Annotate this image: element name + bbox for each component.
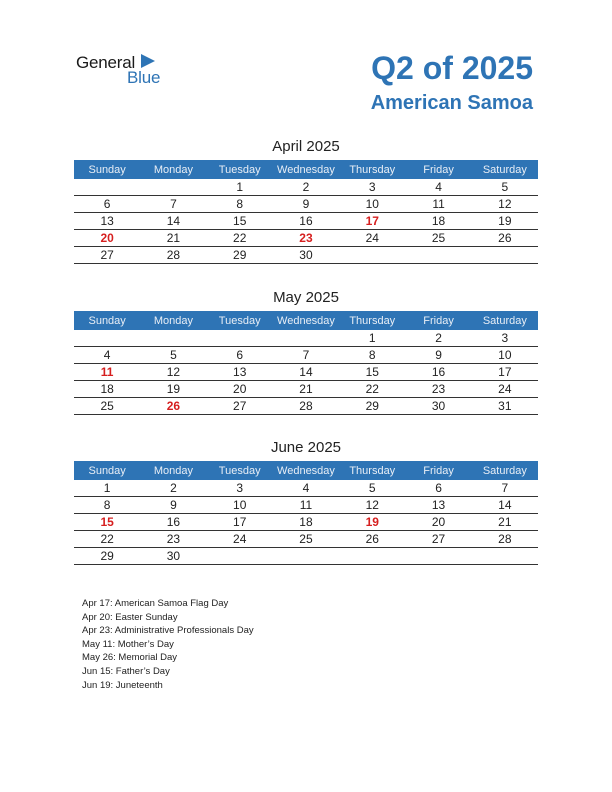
day-cell: 15 bbox=[339, 364, 405, 381]
day-cell: 22 bbox=[339, 381, 405, 398]
weekday-header: Thursday bbox=[339, 461, 405, 480]
day-cell: 3 bbox=[339, 179, 405, 196]
day-cell: 13 bbox=[74, 213, 140, 230]
day-cell: 24 bbox=[207, 531, 273, 548]
day-cell: 8 bbox=[339, 347, 405, 364]
day-cell: 14 bbox=[273, 364, 339, 381]
day-cell: 29 bbox=[339, 398, 405, 415]
holiday-note: Jun 19: Juneteenth bbox=[82, 679, 163, 691]
day-cell: 29 bbox=[74, 548, 140, 565]
day-cell: 26 bbox=[140, 398, 206, 415]
day-cell: 18 bbox=[273, 514, 339, 531]
month-calendar-june bbox=[74, 439, 538, 565]
day-cell: 23 bbox=[405, 381, 471, 398]
weekday-header: Wednesday bbox=[273, 461, 339, 480]
day-cell: 12 bbox=[140, 364, 206, 381]
empty-day-cell bbox=[74, 330, 140, 347]
holiday-note: Apr 17: American Samoa Flag Day bbox=[82, 598, 229, 609]
day-cell: 30 bbox=[273, 247, 339, 264]
week-row bbox=[74, 347, 538, 364]
day-cell: 25 bbox=[273, 531, 339, 548]
weekday-header: Saturday bbox=[472, 160, 538, 179]
day-cell: 25 bbox=[74, 398, 140, 415]
calendar-grid bbox=[74, 311, 538, 415]
day-cell: 14 bbox=[472, 497, 538, 514]
day-cell: 19 bbox=[339, 514, 405, 531]
day-cell: 25 bbox=[405, 230, 471, 247]
empty-day-cell bbox=[339, 548, 405, 565]
day-cell: 9 bbox=[273, 196, 339, 213]
day-cell: 7 bbox=[140, 196, 206, 213]
month-calendar-april bbox=[74, 138, 538, 264]
weekday-header-row bbox=[74, 461, 538, 480]
day-cell: 26 bbox=[339, 531, 405, 548]
month-title: June 2025 bbox=[270, 439, 342, 456]
day-cell: 5 bbox=[339, 480, 405, 497]
empty-day-cell bbox=[207, 548, 273, 565]
logo bbox=[76, 53, 176, 87]
day-cell: 28 bbox=[472, 531, 538, 548]
day-cell: 22 bbox=[74, 531, 140, 548]
day-cell: 4 bbox=[405, 179, 471, 196]
logo-flag-icon bbox=[141, 54, 155, 68]
week-row bbox=[74, 531, 538, 548]
day-cell: 17 bbox=[472, 364, 538, 381]
day-cell: 20 bbox=[74, 230, 140, 247]
day-cell: 12 bbox=[472, 196, 538, 213]
empty-day-cell bbox=[273, 330, 339, 347]
week-row bbox=[74, 247, 538, 264]
holiday-note: Jun 15: Father’s Day bbox=[82, 665, 170, 677]
day-cell: 1 bbox=[339, 330, 405, 347]
week-row bbox=[74, 213, 538, 230]
week-row bbox=[74, 179, 538, 196]
day-cell: 23 bbox=[273, 230, 339, 247]
day-cell: 21 bbox=[140, 230, 206, 247]
weekday-header: Tuesday bbox=[207, 160, 273, 179]
weekday-header: Saturday bbox=[472, 461, 538, 480]
day-cell: 7 bbox=[273, 347, 339, 364]
day-cell: 30 bbox=[405, 398, 471, 415]
week-row bbox=[74, 480, 538, 497]
day-cell: 10 bbox=[339, 196, 405, 213]
weekday-header: Saturday bbox=[472, 311, 538, 330]
day-cell: 2 bbox=[405, 330, 471, 347]
day-cell: 20 bbox=[207, 381, 273, 398]
day-cell: 11 bbox=[74, 364, 140, 381]
day-cell: 14 bbox=[140, 213, 206, 230]
empty-day-cell bbox=[405, 247, 471, 264]
weekday-header: Tuesday bbox=[207, 311, 273, 330]
day-cell: 22 bbox=[207, 230, 273, 247]
day-cell: 2 bbox=[140, 480, 206, 497]
day-cell: 20 bbox=[405, 514, 471, 531]
week-row bbox=[74, 196, 538, 213]
holiday-note: May 26: Memorial Day bbox=[82, 652, 178, 664]
day-cell: 28 bbox=[140, 247, 206, 264]
day-cell: 6 bbox=[74, 196, 140, 213]
day-cell: 17 bbox=[339, 213, 405, 230]
day-cell: 6 bbox=[207, 347, 273, 364]
day-cell: 28 bbox=[273, 398, 339, 415]
day-cell: 15 bbox=[207, 213, 273, 230]
calendar-grid bbox=[74, 160, 538, 264]
day-cell: 13 bbox=[405, 497, 471, 514]
day-cell: 12 bbox=[339, 497, 405, 514]
week-row bbox=[74, 548, 538, 565]
day-cell: 31 bbox=[472, 398, 538, 415]
week-row bbox=[74, 230, 538, 247]
holiday-note: Apr 23: Administrative Professionals Day bbox=[82, 625, 254, 637]
day-cell: 18 bbox=[74, 381, 140, 398]
day-cell: 27 bbox=[405, 531, 471, 548]
week-row bbox=[74, 398, 538, 415]
weekday-header: Monday bbox=[140, 461, 206, 480]
week-row bbox=[74, 364, 538, 381]
day-cell: 21 bbox=[472, 514, 538, 531]
logo-text-general: General bbox=[76, 53, 136, 72]
month-calendar-may bbox=[74, 289, 538, 415]
month-title: April 2025 bbox=[272, 138, 340, 155]
day-cell: 1 bbox=[74, 480, 140, 497]
week-row bbox=[74, 330, 538, 347]
page-subtitle: American Samoa bbox=[370, 92, 533, 114]
day-cell: 17 bbox=[207, 514, 273, 531]
day-cell: 26 bbox=[472, 230, 538, 247]
day-cell: 8 bbox=[207, 196, 273, 213]
weekday-header: Friday bbox=[405, 160, 471, 179]
empty-day-cell bbox=[472, 548, 538, 565]
weekday-header: Wednesday bbox=[273, 311, 339, 330]
day-cell: 5 bbox=[140, 347, 206, 364]
weekday-header: Monday bbox=[140, 311, 206, 330]
weekday-header: Friday bbox=[405, 461, 471, 480]
logo-text-blue: Blue bbox=[127, 68, 161, 87]
weekday-header: Thursday bbox=[339, 160, 405, 179]
day-cell: 6 bbox=[405, 480, 471, 497]
day-cell: 27 bbox=[74, 247, 140, 264]
day-cell: 23 bbox=[140, 531, 206, 548]
day-cell: 3 bbox=[207, 480, 273, 497]
week-row bbox=[74, 514, 538, 531]
day-cell: 29 bbox=[207, 247, 273, 264]
week-row bbox=[74, 497, 538, 514]
day-cell: 4 bbox=[273, 480, 339, 497]
day-cell: 30 bbox=[140, 548, 206, 565]
page-title: Q2 of 2025 bbox=[371, 50, 533, 86]
weekday-header: Friday bbox=[405, 311, 471, 330]
day-cell: 1 bbox=[207, 179, 273, 196]
day-cell: 11 bbox=[273, 497, 339, 514]
day-cell: 19 bbox=[140, 381, 206, 398]
holiday-list bbox=[82, 597, 254, 692]
weekday-header: Monday bbox=[140, 160, 206, 179]
day-cell: 24 bbox=[339, 230, 405, 247]
empty-day-cell bbox=[273, 548, 339, 565]
day-cell: 10 bbox=[207, 497, 273, 514]
weekday-header-row bbox=[74, 160, 538, 179]
day-cell: 16 bbox=[405, 364, 471, 381]
day-cell: 15 bbox=[74, 514, 140, 531]
day-cell: 11 bbox=[405, 196, 471, 213]
weekday-header: Wednesday bbox=[273, 160, 339, 179]
empty-day-cell bbox=[339, 247, 405, 264]
day-cell: 18 bbox=[405, 213, 471, 230]
day-cell: 9 bbox=[140, 497, 206, 514]
day-cell: 8 bbox=[74, 497, 140, 514]
weekday-header: Sunday bbox=[74, 311, 140, 330]
day-cell: 9 bbox=[405, 347, 471, 364]
day-cell: 10 bbox=[472, 347, 538, 364]
empty-day-cell bbox=[207, 330, 273, 347]
holiday-note: May 11: Mother’s Day bbox=[82, 638, 174, 650]
day-cell: 24 bbox=[472, 381, 538, 398]
weekday-header-row bbox=[74, 311, 538, 330]
day-cell: 4 bbox=[74, 347, 140, 364]
day-cell: 2 bbox=[273, 179, 339, 196]
empty-day-cell bbox=[405, 548, 471, 565]
weekday-header: Sunday bbox=[74, 461, 140, 480]
day-cell: 21 bbox=[273, 381, 339, 398]
week-row bbox=[74, 381, 538, 398]
empty-day-cell bbox=[74, 179, 140, 196]
calendar-grid bbox=[74, 461, 538, 565]
day-cell: 13 bbox=[207, 364, 273, 381]
empty-day-cell bbox=[472, 247, 538, 264]
weekday-header: Sunday bbox=[74, 160, 140, 179]
weekday-header: Thursday bbox=[339, 311, 405, 330]
holiday-note: Apr 20: Easter Sunday bbox=[82, 611, 178, 623]
day-cell: 27 bbox=[207, 398, 273, 415]
day-cell: 16 bbox=[140, 514, 206, 531]
day-cell: 16 bbox=[273, 213, 339, 230]
empty-day-cell bbox=[140, 179, 206, 196]
weekday-header: Tuesday bbox=[207, 461, 273, 480]
month-title: May 2025 bbox=[273, 289, 339, 306]
day-cell: 7 bbox=[472, 480, 538, 497]
day-cell: 3 bbox=[472, 330, 538, 347]
day-cell: 19 bbox=[472, 213, 538, 230]
day-cell: 5 bbox=[472, 179, 538, 196]
empty-day-cell bbox=[140, 330, 206, 347]
